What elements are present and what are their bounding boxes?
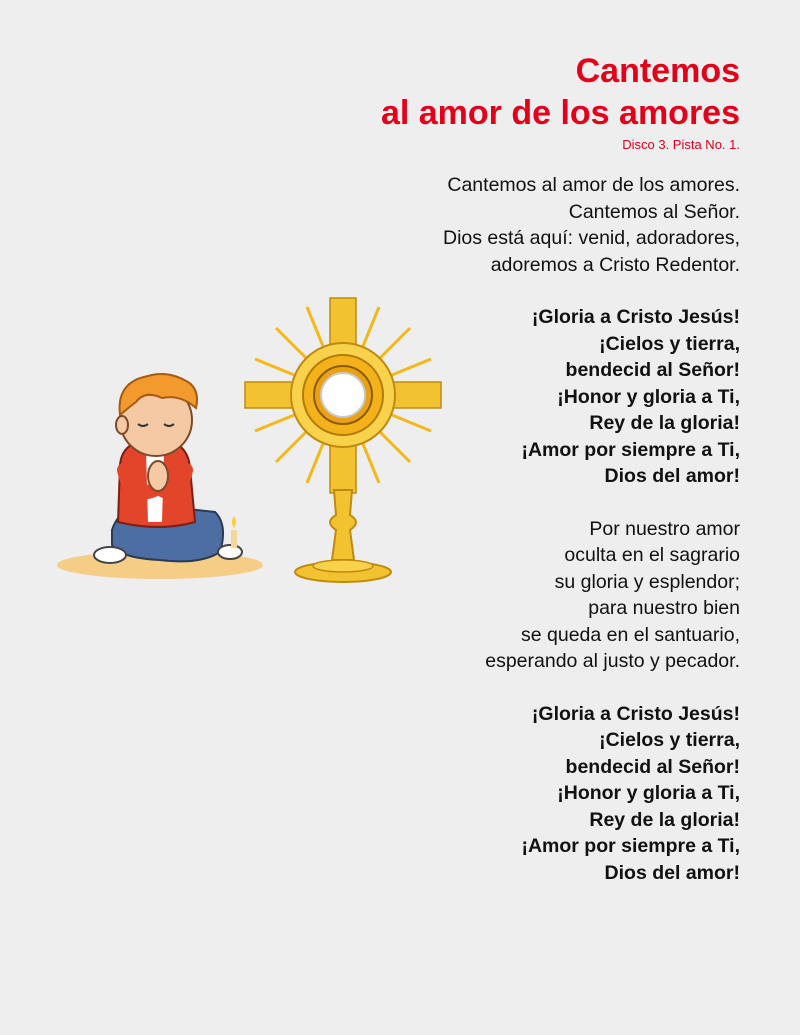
lyric-line: bendecid al Señor! [565,359,740,381]
lyric-line: Cantemos al amor de los amores. [447,174,740,196]
track-info: Disco 3. Pista No. 1. [622,137,740,152]
lyric-line: Dios del amor! [604,861,740,884]
lyric-line: ¡Cielos y tierra, [599,729,740,751]
lyric-line: adoremos a Cristo Redentor. [490,253,740,276]
lyric-line: Dios del amor! [604,465,740,487]
lyric-line: ¡Gloria a Cristo Jesús! [531,702,740,725]
lyrics [300,172,740,912]
lyric-line: ¡Gloria a Cristo Jesús! [531,306,740,328]
lyric-line: para nuestro bien [588,597,740,619]
song-title-line-2: al amor de los amores [380,94,740,132]
lyric-line: Rey de la gloria! [589,412,740,434]
lyric-line: ¡Cielos y tierra, [599,332,740,355]
lyric-line: ¡Amor por siempre a Ti, [521,438,740,461]
lyric-line: oculta en el sagrario [564,544,740,566]
lyric-line: Cantemos al Señor. [568,200,740,223]
lyric-line: bendecid al Señor! [565,755,740,778]
lyric-line: ¡Amor por siempre a Ti, [521,835,740,857]
stanza-3-verse [300,516,740,675]
lyric-line: ¡Honor y gloria a Ti, [557,385,740,408]
stanza-4-chorus [300,701,740,887]
lyric-line: Rey de la gloria! [589,808,740,831]
song-title-line-1: Cantemos [575,52,740,90]
lyric-line: Por nuestro amor [589,517,740,540]
lyric-line: esperando al justo y pecador. [485,650,740,672]
lyric-line: ¡Honor y gloria a Ti, [557,782,740,804]
title-block [240,50,740,154]
lyric-line: Dios está aquí: venid, adoradores, [442,227,740,249]
lyric-line: su gloria y esplendor; [554,570,740,593]
praying-boy-icon [94,374,242,563]
stanza-2-chorus [300,304,740,490]
stanza-1-verse [300,172,740,278]
candle-icon [231,516,237,548]
lyric-line: se queda en el santuario, [521,623,740,646]
